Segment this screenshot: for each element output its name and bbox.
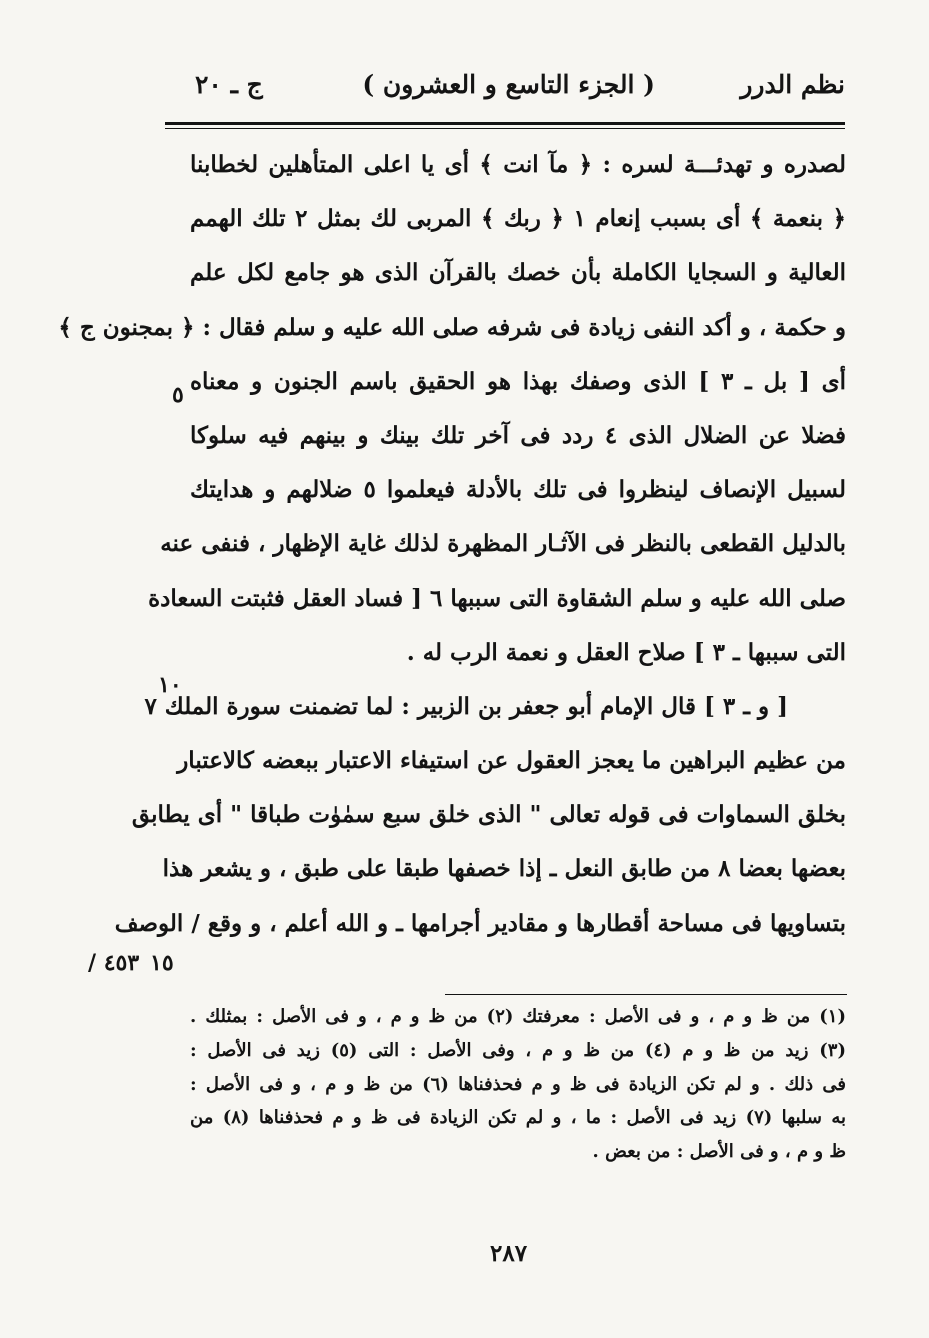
text-line: بعضها بعضا ٨ من طابق النعل ـ إذا خصفها طبقا على طبق ، و يشعر هذا [162,855,846,883]
text-line: لصدره و تهدئـــة لسره : ﴿ مآ انت ﴾ أى يا اعلى المتأهلين لخطابنا [190,151,846,178]
text-line: و حكمة ، و أكد النفى زيادة فى شرفه صلى الله عليه و سلم فقال : ﴿ بمجنون ج ﴾ [58,313,846,341]
manuscript-folio-ref: ٤٥٣ / [88,950,140,976]
line-number-15: ١٥ [150,950,174,976]
text-line: من عظيم البراهين ما يعجز العقول عن استيفاء الاعتبار ببعضه كالاعتبار [177,747,846,775]
running-header [165,66,845,116]
footnote-line: ظ و م ، و فى الأصل : من بعض . [592,1141,846,1163]
text-line: أى [ بل ـ ٣ ] الذى وصفك بهذا هو الحقيق باسم الجنون و معناه [190,367,846,395]
footnote-line: به سلبها (٧) زيد فى الأصل : ما ، و لم تكن الزيادة فى ظ و م فحذفناها (٨) من [190,1107,846,1129]
text-line: بتساويها فى مساحة أقطارها و مقادير أجرامها ـ و الله أعلم ، و وقع / الوصف [114,909,846,937]
line-number-10: ١٠ [158,672,182,698]
footnotes [190,1000,846,1169]
footnote-line: (٣) زيد من ظ و م (٤) من ظ و م ، وفى الأصل : التى (٥) زيد فى الأصل : [190,1039,846,1061]
part-label: ( الجزء التاسع و العشرون ) [362,70,655,99]
book-title: نظم الدرر [740,70,845,99]
footnote-line: (١) من ظ و م ، و فى الأصل : معرفتك (٢) من ظ و م ، و فى الأصل : بمثلك . [190,1006,846,1027]
volume-label: ج ـ ٢٠ [195,70,263,99]
header-rule-thin [165,128,845,129]
footnote-rule [445,994,847,995]
text-line: لسبيل الإنصاف لينظروا فى تلك بالأدلة فيعلموا ٥ ضلالهم و هدايتك [190,476,846,504]
text-line: [ و ـ ٣ ] قال الإمام أبو جعفر بن الزبير : لما تضمنت سورة الملك ٧ [144,692,788,720]
text-line: ﴿ بنعمة ﴾ أى بسبب إنعام ١ ﴿ ربك ﴾ المربى لك بمثل ٢ تلك الهمم [190,205,846,233]
text-line: بخلق السماوات فى قوله تعالى " الذى خلق سبع سمٰوٰت طباقا " أى يطابق [131,801,846,829]
footnote-line: فى ذلك . و لم تكن الزيادة فى ظ و م فحذفناها (٦) من ظ و م ، و فى الأصل : [190,1073,847,1095]
text-line: صلى الله عليه و سلم الشقاوة التى سببها ٦ [ فساد العقل فثبتت السعادة [148,584,846,612]
header-rule-thick [165,122,845,125]
line-number-5: ٥ [172,382,184,408]
text-line: بالدليل القطعى بالنظر فى الآثـار المظهرة لذلك غاية الإظهار ، فنفى عنه [160,530,846,558]
text-line: العالية و السجايا الكاملة بأن خصك بالقرآن الذى هو جامع لكل علم [190,259,846,287]
text-line: التى سببها ـ ٣ ] صلاح العقل و نعمة الرب له . [406,638,846,666]
page-number: ٢٨٧ [490,1240,528,1267]
text-line: فضلا عن الضلال الذى ٤ ردد فى آخر تلك بينك و بينهم فيه سلوكا [190,421,846,449]
